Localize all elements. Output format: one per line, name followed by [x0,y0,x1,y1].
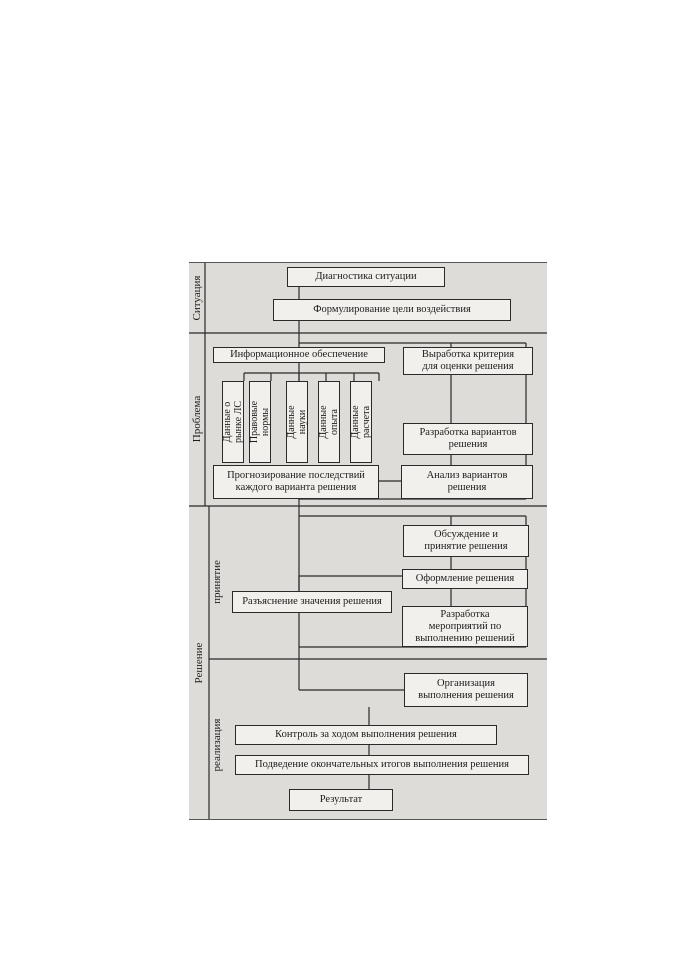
box-organization: Организация выполнения решения [404,673,528,707]
box-control: Контроль за ходом выполнения решения [235,725,497,745]
box-measures: Разработка мероприятий по выполнению решений [402,606,528,647]
box-diagnostics: Диагностика ситуации [287,267,445,287]
box-science-data: Данные науки [286,381,308,463]
box-goal: Формулирование цели воздействия [273,299,511,321]
box-experience-data: Данные опыта [318,381,340,463]
box-calc-data: Данные расчета [350,381,372,463]
subsection-label-adoption: принятие [211,560,223,604]
section-label-decision: Решение [193,642,205,684]
box-info-support: Информационное обеспечение [213,347,385,363]
subsection-label-implementation: реализация [211,718,223,772]
section-label-problem: Проблема [191,395,203,443]
box-explanation: Разъяснение значения решения [232,591,392,613]
box-criteria: Выработка критерия для оценки решения [403,347,533,375]
section-label-situation: Ситуация [191,275,203,321]
box-formalization: Оформление решения [402,569,528,589]
box-market-data: Данные о рынке ЛС [222,381,244,463]
decision-process-diagram [189,262,547,820]
box-legal-norms: Правовые нормы [249,381,271,463]
box-result: Результат [289,789,393,811]
box-variants-analysis: Анализ вариантов решения [401,465,533,499]
box-forecasting: Прогнозирование последствий каждого варианта решения [213,465,379,499]
box-variants-dev: Разработка вариантов решения [403,423,533,455]
box-discussion: Обсуждение и принятие решения [403,525,529,557]
box-summary: Подведение окончательных итогов выполнения решения [235,755,529,775]
